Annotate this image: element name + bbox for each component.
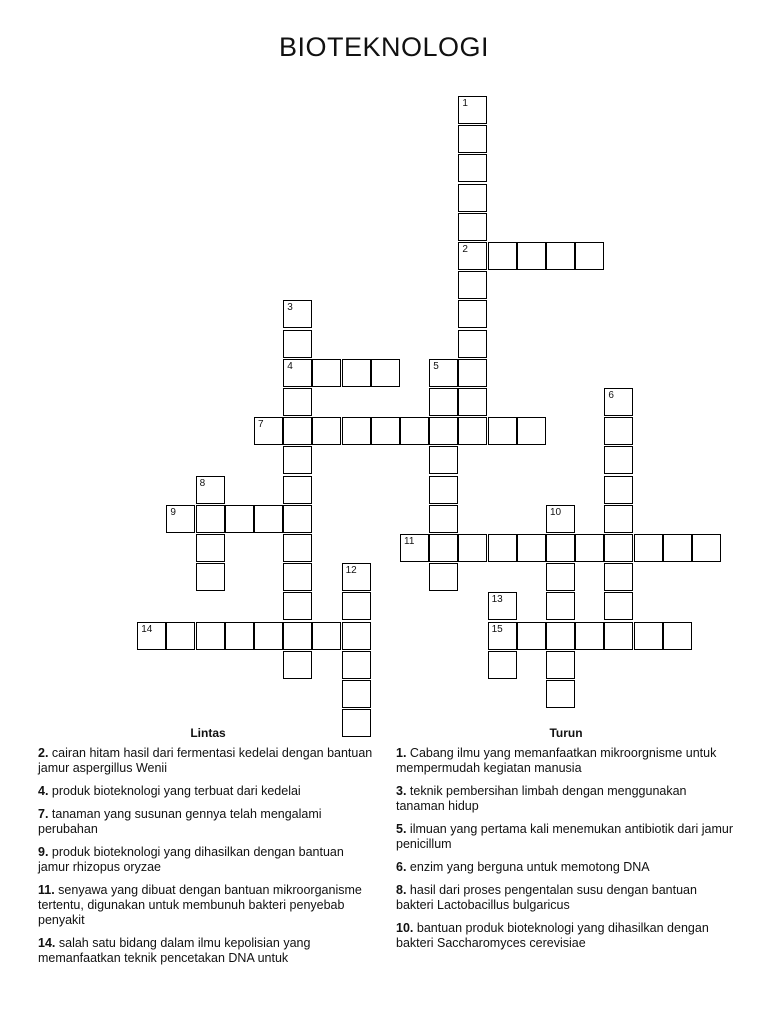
down-clue (396, 921, 736, 951)
clue-label-number: 7. (38, 807, 49, 821)
crossword-cell[interactable] (488, 592, 517, 620)
across-clue (38, 746, 378, 776)
crossword-cell[interactable] (663, 622, 692, 650)
crossword-cell[interactable] (546, 534, 575, 562)
crossword-cell[interactable] (283, 330, 312, 358)
crossword-cell[interactable] (458, 330, 487, 358)
crossword-cell[interactable] (196, 563, 225, 591)
clue-number: 12 (345, 565, 357, 577)
crossword-cell[interactable] (342, 417, 371, 445)
clue-number: 8 (199, 477, 206, 489)
clue-label-number: 1. (396, 746, 407, 760)
crossword-cell[interactable] (312, 359, 341, 387)
crossword-cell[interactable] (546, 651, 575, 679)
crossword-cell[interactable] (429, 359, 458, 387)
crossword-cell[interactable] (429, 417, 458, 445)
crossword-cell[interactable] (283, 446, 312, 474)
crossword-cell[interactable] (371, 359, 400, 387)
down-clue (396, 746, 736, 776)
crossword-cell[interactable] (517, 622, 546, 650)
crossword-cell[interactable] (342, 680, 371, 708)
crossword-cell[interactable] (546, 622, 575, 650)
crossword-cell[interactable] (634, 534, 663, 562)
crossword-cell[interactable] (400, 417, 429, 445)
across-clue (38, 845, 378, 875)
clue-number: 2 (462, 244, 468, 255)
clue-text: teknik pembersihan limbah dengan menggunakan tanaman hidup (396, 784, 687, 813)
clue-number: 9 (170, 506, 176, 518)
crossword-cell[interactable] (546, 242, 575, 270)
down-clue (396, 860, 736, 875)
page-title: BIOTEKNOLOGI (278, 32, 490, 62)
crossword-cell[interactable] (283, 592, 312, 620)
crossword-cell[interactable] (429, 476, 458, 504)
clue-label-number: 10. (396, 921, 414, 935)
crossword-cell[interactable] (458, 271, 487, 299)
down-clue (396, 784, 736, 814)
crossword-cell[interactable] (429, 505, 458, 533)
clue-number: 15 (491, 623, 503, 635)
crossword-cell[interactable] (283, 534, 312, 562)
clue-label-number: 8. (396, 883, 407, 897)
clue-number: 11 (404, 536, 415, 547)
crossword-cell[interactable] (283, 359, 312, 387)
clue-text: enzim yang berguna untuk memotong DNA (409, 860, 650, 874)
crossword-cell[interactable] (634, 622, 663, 650)
clue-label-number: 4. (38, 784, 49, 798)
down-heading: Turun (549, 726, 583, 740)
crossword-cell[interactable] (458, 213, 487, 241)
clue-number: 1 (462, 98, 468, 109)
crossword-cell[interactable] (458, 154, 487, 182)
across-clues (38, 726, 378, 974)
crossword-cell[interactable] (546, 592, 575, 620)
crossword-cell[interactable] (254, 417, 283, 445)
clue-label-number: 9. (38, 845, 49, 859)
clue-text: produk bioteknologi yang terbuat dari kedelai (51, 784, 301, 798)
crossword-cell[interactable] (604, 417, 633, 445)
clue-text: Cabang ilmu yang memanfaatkan mikroorgnisme untuk mempermudah kegiatan manusia (396, 746, 717, 775)
crossword-cell[interactable] (604, 622, 633, 650)
crossword-cell[interactable] (312, 622, 341, 650)
clue-number: 5 (433, 360, 439, 372)
crossword-cell[interactable] (604, 563, 633, 591)
crossword-cell[interactable] (458, 388, 487, 416)
crossword-cell[interactable] (458, 96, 487, 124)
clue-label-number: 11. (38, 883, 55, 897)
crossword-cell[interactable] (663, 534, 692, 562)
crossword-cell[interactable] (604, 446, 633, 474)
crossword-cell[interactable] (458, 184, 487, 212)
crossword-cell[interactable] (546, 563, 575, 591)
crossword-cell[interactable] (342, 622, 371, 650)
crossword-cell[interactable] (458, 359, 487, 387)
crossword-cell[interactable] (429, 534, 458, 562)
clue-text: cairan hitam hasil dari fermentasi kedelai dengan bantuan jamur aspergillus Wenii (38, 746, 373, 775)
crossword-cell[interactable] (371, 417, 400, 445)
crossword-cell[interactable] (517, 417, 546, 445)
crossword-cell[interactable] (458, 534, 487, 562)
clue-number: 6 (608, 390, 614, 401)
clue-number: 3 (287, 302, 293, 314)
crossword-cell[interactable] (137, 622, 166, 650)
crossword-cell[interactable] (342, 592, 371, 620)
crossword-cell[interactable] (196, 505, 225, 533)
crossword-cell[interactable] (283, 417, 312, 445)
crossword-cell[interactable] (517, 534, 546, 562)
across-heading: Lintas (190, 726, 226, 740)
crossword-cell[interactable] (575, 534, 604, 562)
clue-text: produk bioteknologi yang dihasilkan dengan bantuan jamur rhizopus oryzae (38, 845, 344, 874)
crossword-cell[interactable] (342, 359, 371, 387)
crossword-cell[interactable] (283, 622, 312, 650)
across-clue (38, 784, 378, 799)
crossword-cell[interactable] (488, 622, 517, 650)
down-clue (396, 883, 736, 913)
clue-text: senyawa yang dibuat dengan bantuan mikroorganisme tertentu, digunakan untuk membunuh bakteri penyebab penyakit (38, 883, 362, 927)
crossword-cell[interactable] (166, 505, 195, 533)
crossword-cell[interactable] (225, 505, 254, 533)
crossword-cell[interactable] (575, 242, 604, 270)
crossword-cell[interactable] (166, 622, 195, 650)
crossword-cell[interactable] (604, 534, 633, 562)
crossword-cell[interactable] (604, 388, 633, 416)
crossword-cell[interactable] (575, 622, 604, 650)
crossword-cell[interactable] (225, 622, 254, 650)
across-clue (38, 936, 378, 966)
crossword-cell[interactable] (196, 622, 225, 650)
clue-text: bantuan produk bioteknologi yang dihasilkan dengan bakteri Saccharomyces cerevisiae (396, 921, 709, 950)
clue-text: tanaman yang susunan gennya telah mengalami perubahan (38, 807, 322, 836)
clue-text: salah satu bidang dalam ilmu kepolisian yang memanfaatkan teknik pencetakan DNA untuk (38, 936, 311, 965)
crossword-cell[interactable] (488, 417, 517, 445)
crossword-cell[interactable] (283, 300, 312, 328)
clue-number: 4 (287, 360, 293, 372)
crossword-cell[interactable] (517, 242, 546, 270)
crossword-cell[interactable] (488, 651, 517, 679)
crossword-cell[interactable] (254, 505, 283, 533)
down-clue (396, 822, 736, 852)
crossword-cell[interactable] (604, 592, 633, 620)
clue-label-number: 3. (396, 784, 407, 798)
crossword-cell[interactable] (604, 505, 633, 533)
crossword-cell[interactable] (283, 476, 312, 504)
crossword-cell[interactable] (488, 242, 517, 270)
clue-label-number: 2. (38, 746, 49, 760)
crossword-cell[interactable] (488, 534, 517, 562)
clue-label-number: 14. (38, 936, 56, 950)
crossword-cell[interactable] (283, 651, 312, 679)
down-clues (396, 726, 736, 959)
crossword-cell[interactable] (429, 388, 458, 416)
clue-label-number: 5. (396, 822, 407, 836)
crossword-cell[interactable] (458, 242, 487, 270)
crossword-cell[interactable] (342, 651, 371, 679)
crossword-cell[interactable] (692, 534, 721, 562)
crossword-cell[interactable] (196, 476, 225, 504)
crossword-cell[interactable] (546, 680, 575, 708)
crossword-cell[interactable] (458, 125, 487, 153)
crossword-cell[interactable] (283, 388, 312, 416)
crossword-cell[interactable] (342, 563, 371, 591)
crossword-cell[interactable] (546, 505, 575, 533)
crossword-cell[interactable] (283, 505, 312, 533)
crossword-cell[interactable] (283, 563, 312, 591)
clue-number: 13 (491, 594, 503, 606)
clue-label-number: 6. (396, 860, 407, 874)
across-clue (38, 807, 378, 837)
crossword-cell[interactable] (604, 476, 633, 504)
crossword-cell[interactable] (254, 622, 283, 650)
crossword-cell[interactable] (312, 417, 341, 445)
crossword-cell[interactable] (196, 534, 225, 562)
crossword-cell[interactable] (400, 534, 429, 562)
clue-number: 14 (141, 623, 153, 635)
clue-number: 10 (550, 506, 562, 518)
clue-text: hasil dari proses pengentalan susu dengan bantuan bakteri Lactobacillus bulgaricus (396, 883, 697, 912)
crossword-cell[interactable] (458, 300, 487, 328)
across-clue (38, 883, 378, 928)
crossword-cell[interactable] (429, 563, 458, 591)
crossword-cell[interactable] (458, 417, 487, 445)
clue-number: 7 (258, 419, 264, 431)
crossword-cell[interactable] (429, 446, 458, 474)
clue-text: ilmuan yang pertama kali menemukan antibiotik dari jamur penicillum (396, 822, 733, 851)
